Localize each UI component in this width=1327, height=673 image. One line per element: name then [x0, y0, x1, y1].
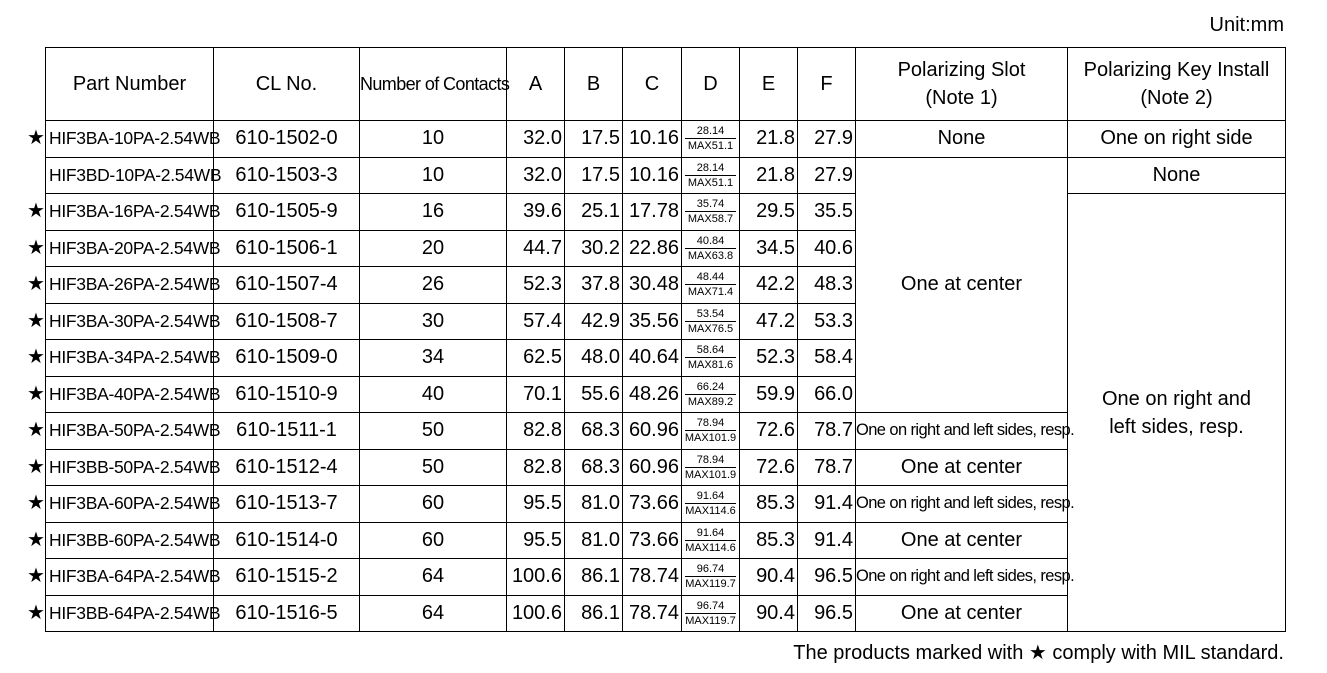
star-icon: ★ — [27, 601, 45, 624]
contacts-cell: 50 — [360, 413, 507, 450]
part-number: HIF3BA-64PA-2.54WB — [49, 566, 221, 587]
header-slot-line2: (Note 1) — [925, 87, 998, 109]
star-icon: ★ — [27, 419, 45, 442]
a-cell: 95.5 — [507, 486, 565, 523]
b-cell: 86.1 — [565, 595, 623, 632]
header-part-number: Part Number — [46, 48, 214, 121]
part-number: HIF3BB-50PA-2.54WB — [49, 456, 221, 477]
e-cell: 59.9 — [740, 376, 798, 413]
table-row — [46, 121, 1286, 158]
header-polarizing-slot — [856, 48, 1068, 121]
part-number-cell — [27, 522, 221, 559]
d-nominal: 35.74 — [685, 197, 736, 212]
e-cell: 21.8 — [740, 121, 798, 158]
d-cell — [682, 486, 740, 523]
d-nominal: 78.94 — [685, 416, 736, 431]
b-cell: 17.5 — [565, 121, 623, 158]
d-nominal: 48.44 — [685, 270, 736, 285]
star-icon: ★ — [27, 127, 45, 150]
part-number: HIF3BB-64PA-2.54WB — [49, 602, 221, 623]
header-key-line1: Polarizing Key Install — [1083, 59, 1270, 81]
a-cell: 44.7 — [507, 230, 565, 267]
d-cell — [682, 340, 740, 377]
e-cell: 72.6 — [740, 449, 798, 486]
d-cell — [682, 449, 740, 486]
part-number: HIF3BA-40PA-2.54WB — [49, 383, 221, 404]
part-number-cell — [27, 595, 221, 632]
d-cell — [682, 376, 740, 413]
b-cell: 81.0 — [565, 522, 623, 559]
a-cell: 100.6 — [507, 595, 565, 632]
d-nominal: 40.84 — [685, 234, 736, 249]
b-cell: 81.0 — [565, 486, 623, 523]
f-cell: 35.5 — [798, 194, 856, 231]
star-icon: ★ — [1028, 642, 1047, 664]
part-number-cell — [27, 340, 221, 377]
cl-no-cell: 610-1510-9 — [214, 376, 360, 413]
f-cell: 78.7 — [798, 449, 856, 486]
footnote — [793, 640, 1284, 665]
part-number-cell — [46, 157, 222, 194]
f-cell: 66.0 — [798, 376, 856, 413]
e-cell: 34.5 — [740, 230, 798, 267]
polarizing-key-cell — [1068, 194, 1286, 632]
part-number-cell — [27, 449, 221, 486]
d-max: MAX51.1 — [687, 176, 734, 189]
part-number-cell — [27, 559, 221, 596]
f-cell: 53.3 — [798, 303, 856, 340]
footnote-after: comply with MIL standard. — [1046, 642, 1284, 664]
part-number: HIF3BB-60PA-2.54WB — [49, 529, 221, 550]
f-cell: 96.5 — [798, 559, 856, 596]
c-cell: 22.86 — [623, 230, 682, 267]
polarizing-slot-cell: One at center — [856, 595, 1068, 632]
star-icon: ★ — [27, 455, 45, 478]
part-number-cell — [27, 194, 221, 231]
c-cell: 17.78 — [623, 194, 682, 231]
contacts-cell: 10 — [360, 157, 507, 194]
contacts-cell: 34 — [360, 340, 507, 377]
d-max: MAX63.8 — [687, 249, 734, 262]
contacts-cell: 60 — [360, 486, 507, 523]
header-row — [46, 48, 1286, 121]
footnote-before: The products marked with — [793, 642, 1029, 664]
polarizing-key-cell: One on right side — [1068, 121, 1286, 158]
a-cell: 82.8 — [507, 413, 565, 450]
cl-no-cell: 610-1511-1 — [214, 413, 360, 450]
table-row — [46, 194, 1286, 231]
c-cell: 78.74 — [623, 595, 682, 632]
c-cell: 78.74 — [623, 559, 682, 596]
part-number-cell — [27, 486, 221, 523]
header-d: D — [682, 48, 740, 121]
d-nominal: 96.74 — [685, 562, 736, 577]
b-cell: 68.3 — [565, 449, 623, 486]
d-nominal: 91.64 — [685, 489, 736, 504]
a-cell: 39.6 — [507, 194, 565, 231]
f-cell: 27.9 — [798, 121, 856, 158]
polarizing-slot-cell: One on right and left sides, resp. — [856, 486, 1068, 523]
part-number: HIF3BA-60PA-2.54WB — [49, 493, 221, 514]
f-cell: 58.4 — [798, 340, 856, 377]
b-cell: 48.0 — [565, 340, 623, 377]
a-cell: 32.0 — [507, 121, 565, 158]
contacts-cell: 10 — [360, 121, 507, 158]
part-number-cell — [27, 413, 221, 450]
polarizing-key-line2: left sides, resp. — [1109, 415, 1244, 438]
part-number-cell — [27, 376, 221, 413]
a-cell: 95.5 — [507, 522, 565, 559]
spec-table — [27, 47, 1286, 632]
b-cell: 55.6 — [565, 376, 623, 413]
a-cell: 70.1 — [507, 376, 565, 413]
table-row — [46, 157, 1286, 194]
d-max: MAX58.7 — [687, 213, 734, 226]
d-max: MAX119.7 — [685, 614, 736, 627]
part-number-cell — [27, 303, 221, 340]
c-cell: 73.66 — [623, 486, 682, 523]
star-icon: ★ — [27, 236, 45, 259]
a-cell: 32.0 — [507, 157, 565, 194]
c-cell: 30.48 — [623, 267, 682, 304]
star-icon: ★ — [27, 382, 45, 405]
part-number: HIF3BA-16PA-2.54WB — [49, 201, 221, 222]
e-cell: 72.6 — [740, 413, 798, 450]
polarizing-key-cell: None — [1068, 157, 1286, 194]
contacts-cell: 64 — [360, 559, 507, 596]
e-cell: 52.3 — [740, 340, 798, 377]
e-cell: 90.4 — [740, 559, 798, 596]
cl-no-cell: 610-1505-9 — [214, 194, 360, 231]
contacts-cell: 64 — [360, 595, 507, 632]
e-cell: 90.4 — [740, 595, 798, 632]
header-slot-line1: Polarizing Slot — [897, 59, 1026, 81]
d-cell — [682, 267, 740, 304]
contacts-cell: 60 — [360, 522, 507, 559]
d-cell — [682, 303, 740, 340]
header-polarizing-key — [1068, 48, 1286, 121]
d-cell — [682, 157, 740, 194]
part-number: HIF3BA-10PA-2.54WB — [49, 128, 221, 149]
star-icon: ★ — [27, 273, 45, 296]
cl-no-cell: 610-1509-0 — [214, 340, 360, 377]
e-cell: 85.3 — [740, 486, 798, 523]
e-cell: 85.3 — [740, 522, 798, 559]
polarizing-slot-cell: One on right and left sides, resp. — [856, 559, 1068, 596]
contacts-cell: 30 — [360, 303, 507, 340]
f-cell: 91.4 — [798, 522, 856, 559]
cl-no-cell: 610-1502-0 — [214, 121, 360, 158]
e-cell: 47.2 — [740, 303, 798, 340]
e-cell: 29.5 — [740, 194, 798, 231]
header-f: F — [798, 48, 856, 121]
polarizing-slot-cell: One at center — [856, 449, 1068, 486]
contacts-cell: 26 — [360, 267, 507, 304]
part-number-cell — [27, 267, 221, 304]
cl-no-cell: 610-1514-0 — [214, 522, 360, 559]
part-number: HIF3BA-50PA-2.54WB — [49, 420, 221, 441]
cl-no-cell: 610-1507-4 — [214, 267, 360, 304]
d-nominal: 53.54 — [685, 307, 736, 322]
d-max: MAX51.1 — [687, 140, 734, 153]
star-icon: ★ — [27, 492, 45, 515]
contacts-cell: 40 — [360, 376, 507, 413]
d-max: MAX81.6 — [687, 359, 734, 372]
star-icon: ★ — [27, 309, 45, 332]
d-max: MAX114.6 — [685, 505, 736, 518]
d-cell — [682, 413, 740, 450]
d-cell — [682, 522, 740, 559]
part-number-cell — [27, 121, 221, 158]
d-max: MAX71.4 — [687, 286, 734, 299]
b-cell: 42.9 — [565, 303, 623, 340]
polarizing-slot-cell: One on right and left sides, resp. — [856, 413, 1068, 450]
d-cell — [682, 194, 740, 231]
cl-no-cell: 610-1516-5 — [214, 595, 360, 632]
star-icon: ★ — [27, 346, 45, 369]
cl-no-cell: 610-1503-3 — [214, 157, 360, 194]
d-cell — [682, 230, 740, 267]
c-cell: 10.16 — [623, 157, 682, 194]
header-cl-no: CL No. — [214, 48, 360, 121]
cl-no-cell: 610-1508-7 — [214, 303, 360, 340]
polarizing-slot-cell: None — [856, 121, 1068, 158]
d-cell — [682, 121, 740, 158]
f-cell: 96.5 — [798, 595, 856, 632]
part-number: HIF3BA-20PA-2.54WB — [49, 237, 221, 258]
c-cell: 60.96 — [623, 413, 682, 450]
header-b: B — [565, 48, 623, 121]
a-cell: 52.3 — [507, 267, 565, 304]
d-nominal: 78.94 — [685, 453, 736, 468]
cl-no-cell: 610-1506-1 — [214, 230, 360, 267]
d-nominal: 96.74 — [685, 599, 736, 614]
b-cell: 37.8 — [565, 267, 623, 304]
part-number: HIF3BA-26PA-2.54WB — [49, 274, 221, 295]
d-max: MAX89.2 — [687, 395, 734, 408]
header-a: A — [507, 48, 565, 121]
c-cell: 40.64 — [623, 340, 682, 377]
f-cell: 78.7 — [798, 413, 856, 450]
d-max: MAX101.9 — [684, 468, 737, 481]
e-cell: 21.8 — [740, 157, 798, 194]
b-cell: 30.2 — [565, 230, 623, 267]
a-cell: 82.8 — [507, 449, 565, 486]
d-nominal: 28.14 — [685, 124, 736, 139]
polarizing-slot-cell: One at center — [856, 157, 1068, 413]
f-cell: 48.3 — [798, 267, 856, 304]
c-cell: 60.96 — [623, 449, 682, 486]
c-cell: 35.56 — [623, 303, 682, 340]
b-cell: 25.1 — [565, 194, 623, 231]
polarizing-key-line1: One on right and — [1102, 387, 1251, 410]
b-cell: 86.1 — [565, 559, 623, 596]
f-cell: 91.4 — [798, 486, 856, 523]
cl-no-cell: 610-1513-7 — [214, 486, 360, 523]
a-cell: 100.6 — [507, 559, 565, 596]
d-nominal: 66.24 — [685, 380, 736, 395]
c-cell: 73.66 — [623, 522, 682, 559]
a-cell: 57.4 — [507, 303, 565, 340]
header-c: C — [623, 48, 682, 121]
b-cell: 17.5 — [565, 157, 623, 194]
polarizing-slot-cell: One at center — [856, 522, 1068, 559]
d-nominal: 28.14 — [685, 161, 736, 176]
header-key-line2: (Note 2) — [1140, 87, 1213, 109]
a-cell: 62.5 — [507, 340, 565, 377]
d-cell — [682, 595, 740, 632]
d-nominal: 91.64 — [685, 526, 736, 541]
part-number: HIF3BA-30PA-2.54WB — [49, 310, 221, 331]
f-cell: 27.9 — [798, 157, 856, 194]
d-max: MAX101.9 — [684, 432, 737, 445]
part-number: HIF3BD-10PA-2.54WB — [49, 164, 222, 185]
contacts-cell: 20 — [360, 230, 507, 267]
part-number: HIF3BA-34PA-2.54WB — [49, 347, 221, 368]
d-max: MAX114.6 — [685, 541, 736, 554]
c-cell: 48.26 — [623, 376, 682, 413]
d-cell — [682, 559, 740, 596]
part-number-cell — [27, 230, 221, 267]
contacts-cell: 50 — [360, 449, 507, 486]
e-cell: 42.2 — [740, 267, 798, 304]
d-max: MAX76.5 — [687, 322, 734, 335]
d-max: MAX119.7 — [685, 578, 736, 591]
unit-label: Unit:mm — [1209, 14, 1284, 36]
header-e: E — [740, 48, 798, 121]
c-cell: 10.16 — [623, 121, 682, 158]
star-icon: ★ — [27, 200, 45, 223]
d-nominal: 58.64 — [685, 343, 736, 358]
star-icon: ★ — [27, 565, 45, 588]
star-icon: ★ — [27, 528, 45, 551]
f-cell: 40.6 — [798, 230, 856, 267]
b-cell: 68.3 — [565, 413, 623, 450]
contacts-cell: 16 — [360, 194, 507, 231]
cl-no-cell: 610-1515-2 — [214, 559, 360, 596]
cl-no-cell: 610-1512-4 — [214, 449, 360, 486]
header-contacts: Number of Contacts — [360, 48, 507, 121]
